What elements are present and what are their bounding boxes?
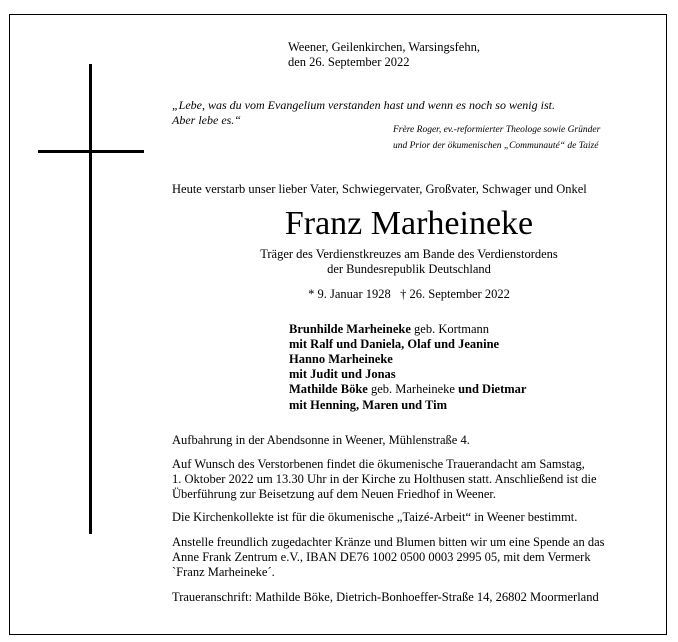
family-name-mathilde: Mathilde Böke: [289, 382, 368, 396]
service-line-1: Auf Wunsch des Verstorbenen findet die ökumenische Trauerandacht am Samstag,: [172, 457, 585, 471]
cross-vertical-bar: [89, 64, 92, 534]
donation-line-1: Anstelle freundlich zugedachter Kränze und Blumen bitten wir um eine Spende an das: [172, 535, 605, 549]
donation-line-3: `Franz Marheineke´.: [172, 565, 275, 579]
family-line-4: mit Judit und Jonas: [289, 367, 396, 381]
intro-text: Heute verstarb unser lieber Vater, Schwiegervater, Großvater, Schwager und Onkel: [172, 182, 587, 196]
service-line-3: Überführung zur Beisetzung auf dem Neuen Friedhof in Weener.: [172, 487, 497, 501]
deceased-name: Franz Marheineke: [284, 205, 534, 242]
donation-line-2: Anne Frank Zentrum e.V., IBAN DE76 1002 0500 0003 2995 05, mit dem Vermerk: [172, 550, 591, 564]
family-line-3: Hanno Marheineke: [289, 352, 393, 366]
quote-attribution-1: Frère Roger, ev.-reformierter Theologe sowie Gründer: [393, 125, 601, 135]
quote-line-1: „Lebe, was du vom Evangelium verstanden hast und wenn es noch so wenig ist.: [172, 98, 555, 112]
family-name-brunhilde: Brunhilde Marheineke: [289, 322, 411, 336]
quote-attribution-2: und Prior der ökumenischen „Communauté“ de Taizé: [393, 141, 599, 151]
family-line-6: mit Henning, Maren und Tim: [289, 398, 448, 412]
cross-horizontal-bar: [38, 150, 144, 153]
family-line-5: [289, 382, 526, 397]
family-line-1: [289, 322, 489, 337]
date-line: den 26. September 2022: [288, 55, 410, 69]
family-maiden-kortmann: geb. Kortmann: [410, 322, 489, 336]
life-dates: * 9. Januar 1928 † 26. September 2022: [308, 287, 510, 301]
family-maiden-marheineke: geb. Marheineke: [367, 382, 459, 396]
honor-line-2: der Bundesrepublik Deutschland: [327, 262, 491, 276]
family-line-2: mit Ralf und Daniela, Olaf und Jeanine: [289, 337, 500, 351]
viewing-notice: Aufbahrung in der Abendsonne in Weener, Mühlenstraße 4.: [172, 433, 470, 447]
honor-line-1: Träger des Verdienstkreuzes am Bande des Verdienstordens: [260, 247, 558, 261]
mourning-address: Traueranschrift: Mathilde Böke, Dietrich-Bonhoeffer-Straße 14, 26802 Moormerland: [172, 590, 599, 604]
family-name-dietmar: und Dietmar: [458, 382, 527, 396]
place-line-1: Weener, Geilenkirchen, Warsingsfehn,: [288, 40, 480, 54]
collection-notice: Die Kirchenkollekte ist für die ökumenische „Taizé-Arbeit“ in Weener bestimmt.: [172, 510, 578, 524]
quote-line-2: Aber lebe es.“: [172, 113, 241, 127]
service-line-2: 1. Oktober 2022 um 13.30 Uhr in der Kirche zu Holthusen statt. Anschließend ist die: [172, 472, 597, 486]
